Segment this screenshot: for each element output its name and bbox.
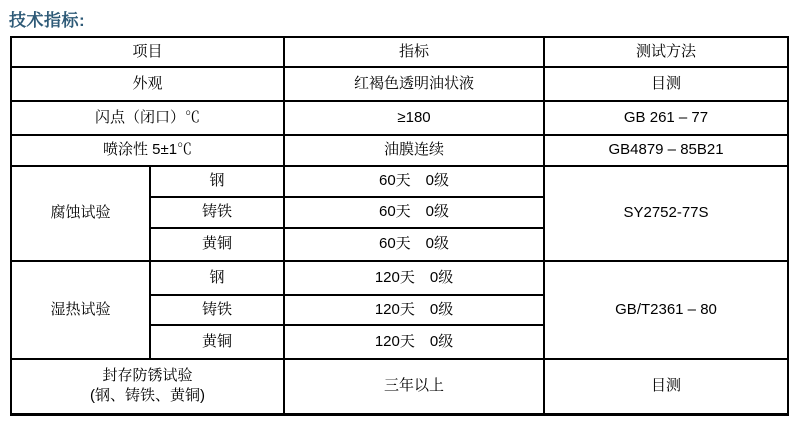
table-row-damp-heat-steel bbox=[11, 261, 788, 295]
header-cell-item: 项目 bbox=[11, 37, 284, 67]
technical-indicators-table bbox=[10, 36, 789, 416]
table-row-corrosion-steel bbox=[11, 166, 788, 197]
cell-material: 钢 bbox=[150, 261, 284, 295]
cell-group-method: GB/T2361 – 80 bbox=[544, 261, 788, 359]
cell-value: 60天 0级 bbox=[284, 166, 544, 197]
table-row-sprayability bbox=[11, 135, 788, 166]
cell-item: 喷涂性 5±1℃ bbox=[11, 135, 284, 166]
table-header-row bbox=[11, 37, 788, 67]
cell-value: 三年以上 bbox=[284, 359, 544, 414]
cell-item-line1: 封存防锈试验 bbox=[102, 367, 193, 384]
cell-value: 120天 0级 bbox=[284, 261, 544, 295]
cell-material: 铸铁 bbox=[150, 295, 284, 325]
cell-value: 60天 0级 bbox=[284, 228, 544, 261]
cell-material: 钢 bbox=[150, 166, 284, 197]
cell-value: 红褐色透明油状液 bbox=[284, 67, 544, 101]
table-row-appearance bbox=[11, 67, 788, 101]
cell-item: 闪点（闭口）℃ bbox=[11, 101, 284, 135]
cell-value: 120天 0级 bbox=[284, 295, 544, 325]
cell-method: GB4879 – 85B21 bbox=[544, 135, 788, 166]
cell-material: 黄铜 bbox=[150, 228, 284, 261]
cell-material: 铸铁 bbox=[150, 197, 284, 228]
cell-material: 黄铜 bbox=[150, 325, 284, 359]
cell-value: 油膜连续 bbox=[284, 135, 544, 166]
table-row-sealed-rust-prevention bbox=[11, 359, 788, 414]
cell-item-line2: (钢、铸铁、黄铜) bbox=[90, 387, 205, 405]
cell-method: 目测 bbox=[544, 67, 788, 101]
cell-group-item: 湿热试验 bbox=[11, 261, 150, 359]
table-row-flash-point bbox=[11, 101, 788, 135]
cell-method: 目测 bbox=[544, 359, 788, 414]
header-cell-method: 测试方法 bbox=[544, 37, 788, 67]
cell-item: 外观 bbox=[11, 67, 284, 101]
header-cell-indicator: 指标 bbox=[284, 37, 544, 67]
cell-value: ≥180 bbox=[284, 101, 544, 135]
cell-value: 60天 0级 bbox=[284, 197, 544, 228]
cell-group-method: SY2752-77S bbox=[544, 166, 788, 261]
cell-item bbox=[11, 359, 284, 414]
cell-group-item: 腐蚀试验 bbox=[11, 166, 150, 261]
page-title: 技术指标: bbox=[9, 11, 86, 30]
cell-method: GB 261 – 77 bbox=[544, 101, 788, 135]
cell-value: 120天 0级 bbox=[284, 325, 544, 359]
